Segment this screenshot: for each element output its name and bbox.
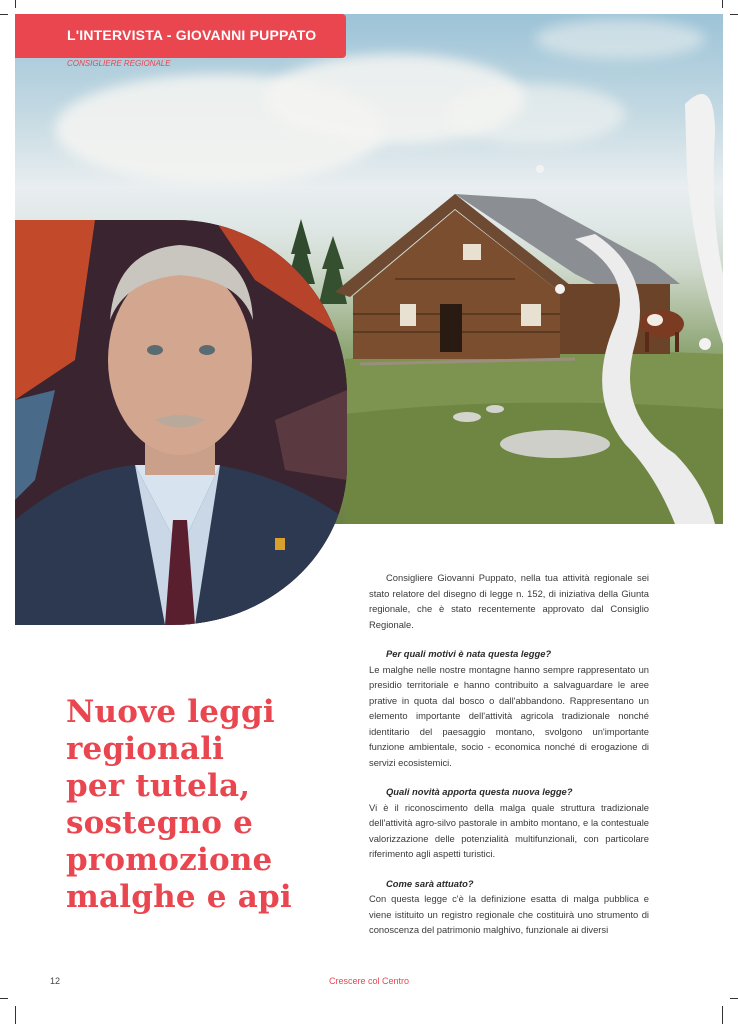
publication-name: Crescere col Centro — [328, 976, 410, 986]
crop-mark — [722, 0, 723, 8]
crop-mark — [15, 0, 16, 8]
section-subtitle: CONSIGLIERE REGIONALE — [67, 59, 171, 68]
headline-line: malghe e api — [66, 879, 292, 915]
headline-line: per tutela, — [66, 768, 251, 804]
article-body — [369, 570, 649, 938]
crop-mark — [0, 998, 8, 999]
crop-mark — [15, 1006, 16, 1024]
question-1: Per quali motivi è nata questa legge? — [386, 648, 552, 659]
crop-mark — [730, 998, 738, 999]
answer-3: Con questa legge c'è la definizione esatta di malga pubblica e viene istituito un registro regionale che costituirà uno strumento di conoscenza del patrimonio malghivo, funzionale ai diversi — [369, 893, 649, 935]
question-2: Quali novità apporta questa nuova legge? — [386, 786, 573, 797]
section-title: L'INTERVISTA - GIOVANNI PUPPATO — [67, 27, 317, 43]
answer-2: Vi è il riconoscimento della malga quale struttura tradizionale dell'attività agro-silvo pastorale in ambito montano, e la contestuale valorizzazione delle potenzialità multifunzionali, con particolare riferimento agli aspetti turistici. — [369, 801, 649, 859]
portrait-illustration — [15, 220, 347, 625]
crop-mark — [730, 14, 738, 15]
page-number: 12 — [50, 976, 61, 986]
article-intro: Consigliere Giovanni Puppato, nella tua attività regionale sei stato relatore del disegno di legge n. 152, di iniziativa della Giunta regionale, che è stato recentemente approvato dal Consiglio Regionale. — [369, 572, 649, 630]
crop-mark — [0, 14, 8, 15]
answer-1: Le malghe nelle nostre montagne hanno sempre rappresentato un presidio territoriale e hanno contribuito a salvaguardare le aree prative in quota dal bosco o dall'abbandono. Rappresentano un elemento importante dell'attività agricola tradizionale nonché identitario del paesaggio montano, svolgono un'importante funzione ambientale, socio - economica nonché di erogazione di servizi ecosistemici. — [369, 663, 649, 768]
headline-line: Nuove leggi — [66, 694, 275, 730]
headline-line: sostegno e — [66, 805, 254, 841]
article-headline — [66, 694, 356, 916]
crop-mark — [722, 1006, 723, 1024]
question-3: Come sarà attuato? — [386, 877, 474, 889]
headline-line: promozione — [66, 842, 273, 878]
headline-line: regionali — [66, 731, 225, 767]
portrait-photo-giovanni-puppato — [15, 220, 347, 625]
